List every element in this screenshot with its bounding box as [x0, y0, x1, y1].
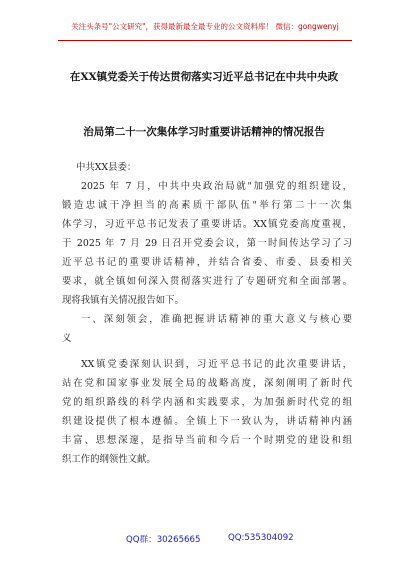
paragraph-line: 要求，就全镇如何深入贯彻落实进行了专题研究和全面部署。: [62, 276, 352, 287]
paragraph-section-1: [62, 355, 352, 469]
paragraph-line: XX镇党委深刻认识到，习近平总书记的此次重要讲话，: [81, 359, 352, 370]
header-divider: [58, 40, 352, 41]
paragraph-line: 党的组织路线的科学内涵和实践要求，为加强新时代党的组: [62, 397, 352, 408]
paragraph-line: 近平总书记的重要讲话精神，并结合省委、市委、县委相关: [62, 257, 352, 268]
paragraph-line: 丰富、思想深邃，是指导当前和今后一个时期党的建设和组: [62, 435, 352, 446]
paragraph-line: 于 2025 年 7 月 29 日召开党委会议，第一时间传达学习了习: [62, 238, 352, 249]
section-heading-1: [62, 310, 352, 348]
paragraph-line: 站在党和国家事业发展全局的战略高度，深刻阐明了新时代: [62, 378, 352, 389]
paragraph-line: 体学习，习近平总书记发表了重要讲话。XX镇党委高度重视，: [62, 219, 352, 230]
paragraph-line: 现将我镇有关情况报告如下。: [62, 295, 184, 306]
document-title-line-1: 在XX镇党委关于传达贯彻落实习近平总书记在中共中央政: [69, 71, 339, 83]
header-banner: 关注头条号"公文研究"，获得最新最全最专业的公文资料库！ 微信：gongwenyj: [71, 22, 339, 31]
paragraph-spacer: [62, 348, 352, 355]
salutation: 中共XX县委：: [76, 162, 137, 173]
paragraph-line: 2025 年 7 月，中共中央政治局就"加强党的组织建设，: [81, 181, 352, 192]
section-heading-line: 一、深刻领会，准确把握讲话精神的重大意义与核心要: [81, 314, 352, 325]
paragraph-line: 织工作的纲领性文献。: [62, 454, 156, 465]
document-body: [62, 158, 352, 469]
paragraph-line: 织建设提供了根本遵循。全镇上下一致认为，讲话精神内涵: [62, 416, 352, 427]
paragraph-intro: [62, 177, 352, 310]
paragraph-line: 锻造忠诚干净担当的高素质干部队伍"举行第二十一次集: [62, 200, 352, 211]
section-heading-line: 义: [62, 333, 72, 344]
document-title-line-2: 治局第二十一次集体学习时重要讲话精神的情况报告: [83, 126, 325, 138]
qq-group-number: QQ群：30265665: [126, 535, 201, 545]
qq-contact-number: QQ:535304092: [228, 533, 294, 543]
